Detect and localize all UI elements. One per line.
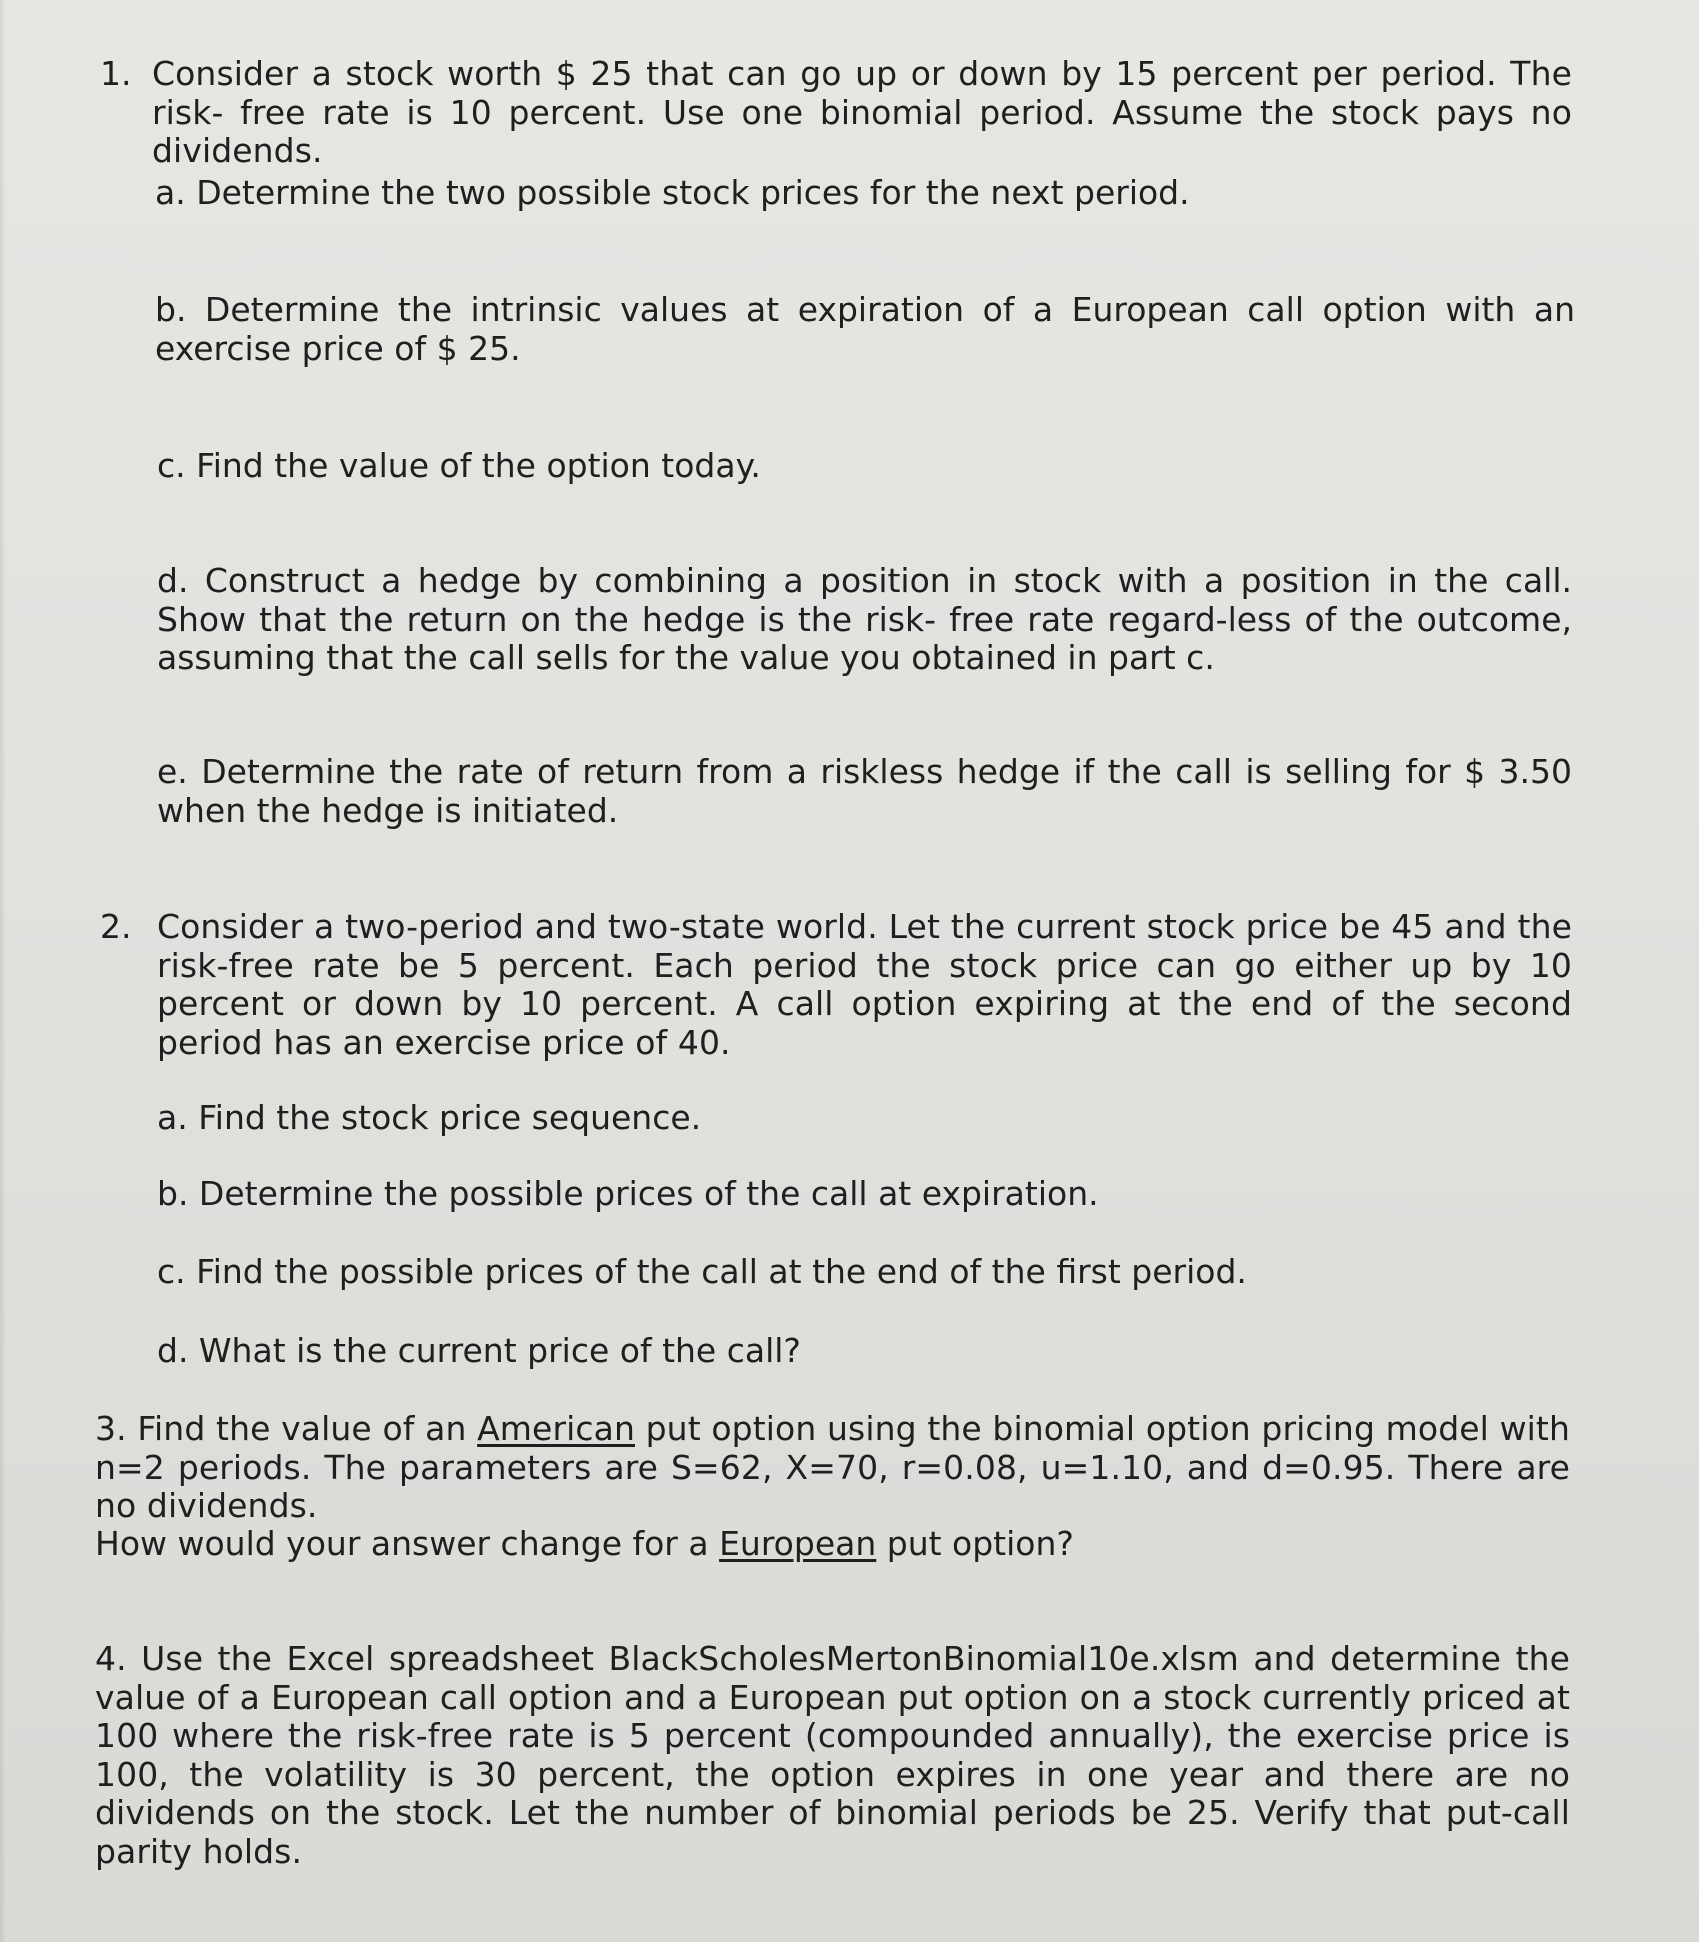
q1-text [152, 55, 1572, 171]
q2-part-a: a. Find the stock price sequence. [157, 1098, 702, 1137]
q2-part-d: d. What is the current price of the call? [157, 1331, 801, 1370]
q3-american: American [477, 1409, 635, 1448]
q1-part-e: e. Determine the rate of return from a riskless hedge if the call is selling for $ 3.50 when the hedge is initiated. [157, 752, 1572, 830]
q2-number: 2. [100, 907, 132, 946]
q2-part-b: b. Determine the possible prices of the call at expiration. [157, 1174, 1099, 1213]
q3-followup [95, 1525, 1570, 1564]
q3-european: European [719, 1524, 877, 1563]
q3-follow-prefix: How would your answer change for a [95, 1524, 720, 1563]
q1-part-d: d. Construct a hedge by combining a position in stock with a position in the call. Show that the return on the hedge is the risk- free rate regard-less of the outcome, assuming that the call sells for the value you obtained in part c. [157, 561, 1572, 677]
q2-part-c: c. Find the possible prices of the call at the end of the first period. [157, 1252, 1247, 1291]
q1-text-body: Consider a stock worth $ 25 that can go up or down by 15 percent per period. The risk- free rate is 10 percent. Use one binomial period. Assume the stock pays no dividends. [152, 54, 1572, 170]
q3-text [95, 1410, 1570, 1526]
q1-part-b: b. Determine the intrinsic values at expiration of a European call option with an exercise price of $ 25. [155, 290, 1575, 368]
q2-text: Consider a two-period and two-state world. Let the current stock price be 45 and the risk-free rate be 5 percent. Each period the stock price can go either up by 10 percent or down by 10 percent. A call option expiring at the end of the second period has an exercise price of 40. [157, 907, 1572, 1062]
q1-number: 1. [100, 54, 132, 93]
q4-text: 4. Use the Excel spreadsheet BlackScholesMertonBinomial10e.xlsm and determine the value of a European call option and a European put option on a stock currently priced at 100 where the risk-free rate is 5 percent (compounded annually), the exercise price is 100, the volatility is 30 percent, the option expires in one year and there are no dividends on the stock. Let the number of binomial periods be 25. Verify that put-call parity holds. [95, 1639, 1570, 1871]
q3-prefix: 3. Find the value of an [95, 1409, 478, 1448]
q3-suffix: put option using the binomial option pricing model with n=2 periods. The parameters are S=62, X=70, r=0.08, u=1.10, and d=0.95. There are no dividends. [95, 1409, 1570, 1525]
page-edge-shadow [0, 0, 6, 1942]
q1-part-c: c. Find the value of the option today. [157, 446, 761, 485]
q3-follow-suffix: put option? [876, 1524, 1074, 1563]
q1-part-a: a. Determine the two possible stock prices for the next period. [155, 173, 1190, 212]
